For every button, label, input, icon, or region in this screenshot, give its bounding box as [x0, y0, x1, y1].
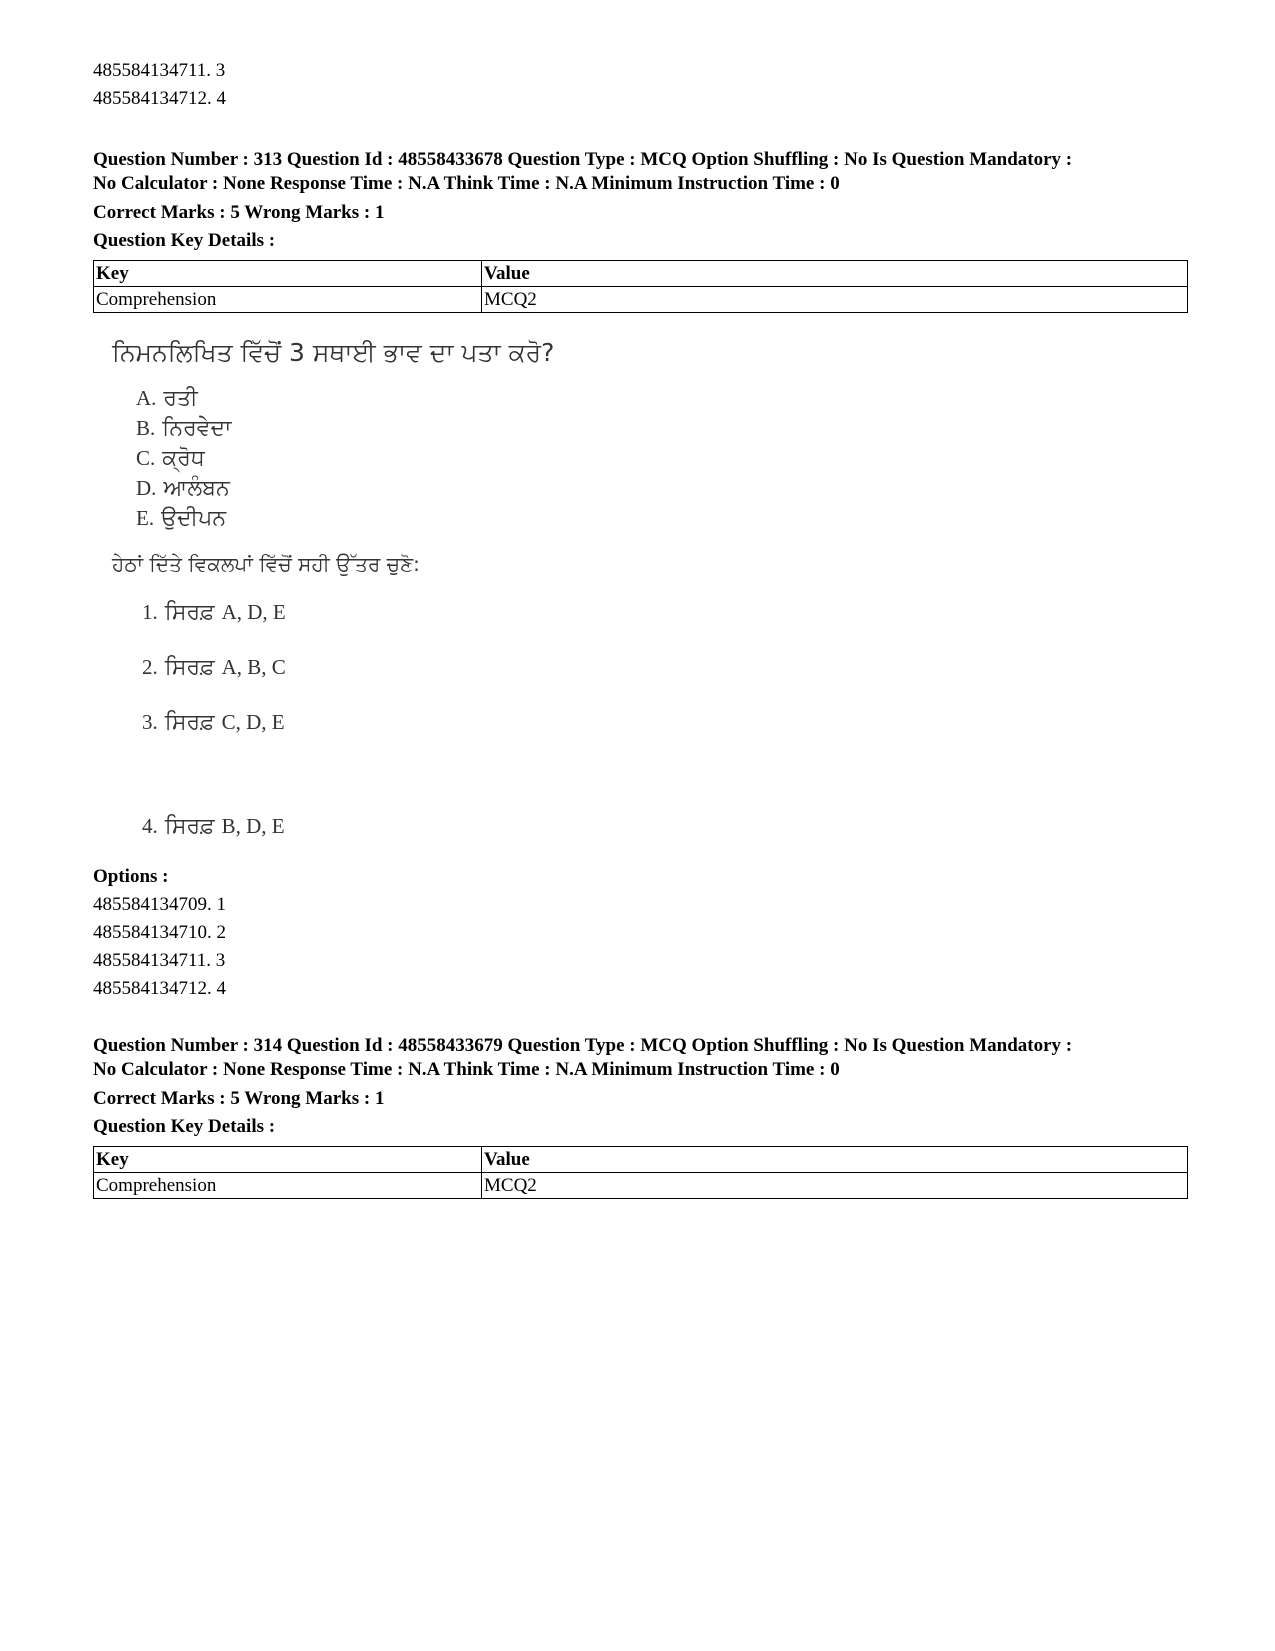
option-line: 485584134709. 1: [93, 894, 226, 915]
item-text: ਨਿਰਵੇਦਾ: [162, 416, 232, 441]
answer-letters: C, D, E: [221, 710, 285, 734]
item-letter: D.: [136, 476, 157, 500]
marks-line: Correct Marks : 5 Wrong Marks : 1: [93, 202, 385, 223]
item-text: ਰਤੀ: [163, 386, 198, 411]
table-cell-value: MCQ2: [482, 1173, 1188, 1199]
table-header-value: Value: [482, 1147, 1188, 1173]
marks-line: Correct Marks : 5 Wrong Marks : 1: [93, 1088, 385, 1109]
question-header-line: Question Number : 314 Question Id : 48558433679 Question Type : MCQ Option Shuffling : No Is Question Mandatory :: [93, 1035, 1073, 1056]
answer-choice: [142, 710, 285, 735]
option-line: 485584134710. 2: [93, 922, 226, 943]
answer-number: 3.: [142, 710, 158, 734]
key-details-label: Question Key Details :: [93, 1116, 276, 1137]
question-image: [112, 338, 632, 898]
item-letter: C.: [136, 446, 156, 470]
question-header-line: No Calculator : None Response Time : N.A Think Time : N.A Minimum Instruction Time : 0: [93, 1059, 840, 1080]
question-item: [136, 476, 230, 501]
question-key-table: [93, 1146, 1188, 1199]
item-text: ਕ੍ਰੋਧ: [162, 446, 205, 471]
question-item: [136, 386, 198, 411]
table-row: [94, 1173, 1188, 1199]
answer-word: ਸਿਰਫ਼: [164, 655, 215, 680]
table-cell-key: Comprehension: [94, 1173, 482, 1199]
question-313-header: [93, 148, 1193, 196]
table-header-key: Key: [94, 1147, 482, 1173]
answer-choice: [142, 814, 285, 839]
question-item: [136, 416, 231, 441]
table-header-row: [94, 1147, 1188, 1173]
table-header-value: Value: [482, 261, 1188, 287]
option-line: 485584134712. 4: [93, 978, 226, 999]
table-header-key: Key: [94, 261, 482, 287]
answer-word: ਸਿਰਫ਼: [164, 814, 215, 839]
item-text: ਆਲੰਬਨ: [163, 476, 230, 501]
question-314-header: [93, 1034, 1193, 1082]
question-header-line: No Calculator : None Response Time : N.A Think Time : N.A Minimum Instruction Time : 0: [93, 173, 840, 194]
table-row: [94, 287, 1188, 313]
answer-letters: A, B, C: [221, 655, 286, 679]
question-header-line: Question Number : 313 Question Id : 48558433678 Question Type : MCQ Option Shuffling : No Is Question Mandatory :: [93, 149, 1073, 170]
item-letter: B.: [136, 416, 156, 440]
question-stem: ਨਿਮਨਲਿਖਿਤ ਵਿੱਚੋਂ 3 ਸਥਾਈ ਭਾਵ ਦਾ ਪਤਾ ਕਰੋ?: [112, 338, 555, 367]
item-letter: A.: [136, 386, 157, 410]
answer-choice: [142, 600, 286, 625]
answer-letters: A, D, E: [221, 600, 286, 624]
options-label: Options :: [93, 866, 169, 887]
answer-choice: [142, 655, 286, 680]
table-header-row: [94, 261, 1188, 287]
answer-number: 1.: [142, 600, 158, 624]
option-line: 485584134712. 4: [93, 88, 226, 109]
answer-letters: B, D, E: [221, 814, 285, 838]
answer-number: 4.: [142, 814, 158, 838]
option-line: 485584134711. 3: [93, 60, 226, 81]
option-line: 485584134711. 3: [93, 950, 226, 971]
item-letter: E.: [136, 506, 155, 530]
answer-word: ਸਿਰਫ਼: [164, 710, 215, 735]
answer-number: 2.: [142, 655, 158, 679]
question-instruction: ਹੇਠਾਂ ਦਿੱਤੇ ਵਿਕਲਪਾਂ ਵਿੱਚੋਂ ਸਹੀ ਉੱਤਰ ਚੁਣੋ:: [112, 552, 420, 576]
table-cell-key: Comprehension: [94, 287, 482, 313]
table-cell-value: MCQ2: [482, 287, 1188, 313]
question-item: [136, 446, 205, 471]
item-text: ਉਦੀਪਨ: [161, 506, 227, 531]
question-item: [136, 506, 226, 531]
question-key-table: [93, 260, 1188, 313]
answer-word: ਸਿਰਫ਼: [164, 600, 215, 625]
key-details-label: Question Key Details :: [93, 230, 276, 251]
